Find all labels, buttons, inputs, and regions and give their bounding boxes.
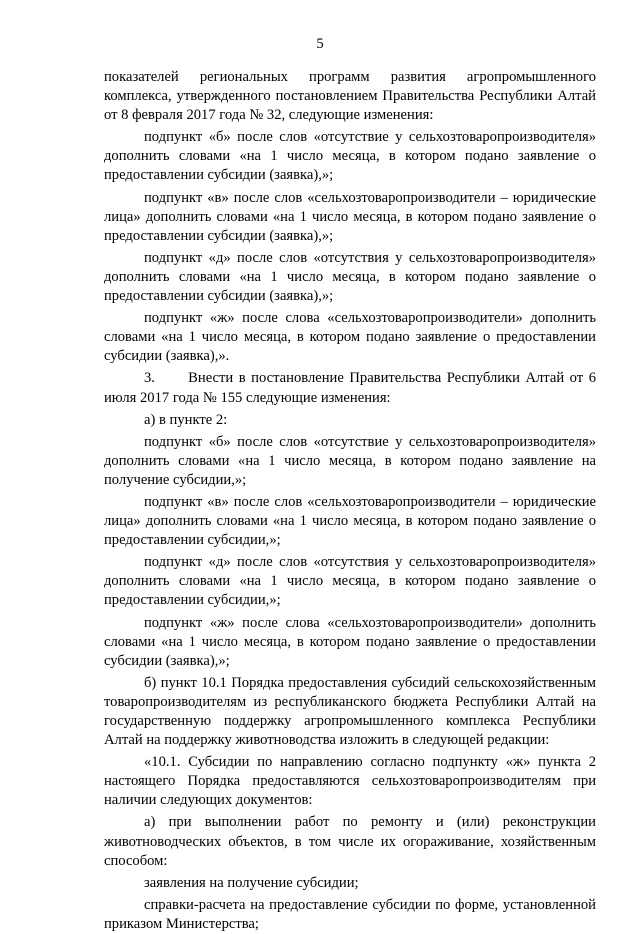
paragraph: подпункт «д» после слов «отсутствия у сельхозтоваропроизводителя» дополнить словами «на 1 число месяца, в котором подано заявление о предоставлении субсидии (заявка),»; bbox=[104, 249, 596, 305]
paragraph: справки-расчета на предоставление субсидии по форме, установленной приказом Министерства; bbox=[104, 896, 596, 932]
paragraph: 3. Внести в постановление Правительства Республики Алтай от 6 июля 2017 года № 155 следующие изменения: bbox=[104, 370, 596, 406]
paragraph: «10.1. Субсидии по направлению согласно подпункту «ж» пункта 2 настоящего Порядка предоставляются сельхозтоваропроизводителям при наличии следующих документов: bbox=[104, 754, 596, 809]
paragraph: заявления на получение субсидии; bbox=[144, 874, 359, 891]
paragraph: показателей региональных программ развития агропромышленного комплекса, утвержденного постановлением Правительства Республики Алтай от 8 февраля 2017 года № 32, следующие изменения: bbox=[104, 69, 596, 124]
page-number: 5 bbox=[316, 36, 324, 52]
document-body bbox=[104, 68, 596, 934]
paragraph: подпункт «ж» после слова «сельхозтоваропроизводители» дополнить словами «на 1 число месяца, в котором подано заявление о предоставлении субсидии (заявка),». bbox=[104, 310, 596, 365]
paragraph: подпункт «б» после слов «отсутствие у сельхозтоваропроизводителя» дополнить словами «на 1 число месяца, в котором подано заявление на получение субсидии,»; bbox=[104, 433, 596, 488]
paragraph: подпункт «д» после слов «отсутствия у сельхозтоваропроизводителя» дополнить словами «на 1 число месяца, в котором подано заявление о предоставлении субсидии,»; bbox=[104, 554, 596, 609]
paragraph: подпункт «в» после слов «сельхозтоваропроизводители – юридические лица» дополнить словами «на 1 число месяца, в котором подано заявление о предоставлении субсидии,»; bbox=[104, 493, 596, 549]
paragraph: подпункт «в» после слов «сельхозтоваропроизводители – юридические лица» дополнить словами «на 1 число месяца, в котором подано заявление о предоставлении субсидии (заявка),»; bbox=[104, 189, 596, 244]
paragraph: а) при выполнении работ по ремонту и (или) реконструкции животноводческих объектов, в том числе их огораживание, хозяйственным способом: bbox=[104, 814, 596, 869]
paragraph: а) в пункте 2: bbox=[144, 411, 228, 428]
paragraph: подпункт «б» после слов «отсутствие у сельхозтоваропроизводителя» дополнить словами «на 1 число месяца, в котором подано заявление о предоставлении субсидии (заявка),»; bbox=[104, 129, 596, 184]
paragraph: подпункт «ж» после слова «сельхозтоваропроизводители» дополнить словами «на 1 число месяца, в котором подано заявление о предоставлении субсидии (заявка),»; bbox=[104, 614, 596, 669]
paragraph: б) пункт 10.1 Порядка предоставления субсидий сельскохозяйственным товаропроизводителям из республиканского бюджета Республики Алтай на государственную поддержку агропромышленного комплекса Республики Алтай на поддержку животноводства изложить в следующей редакции: bbox=[104, 674, 596, 749]
